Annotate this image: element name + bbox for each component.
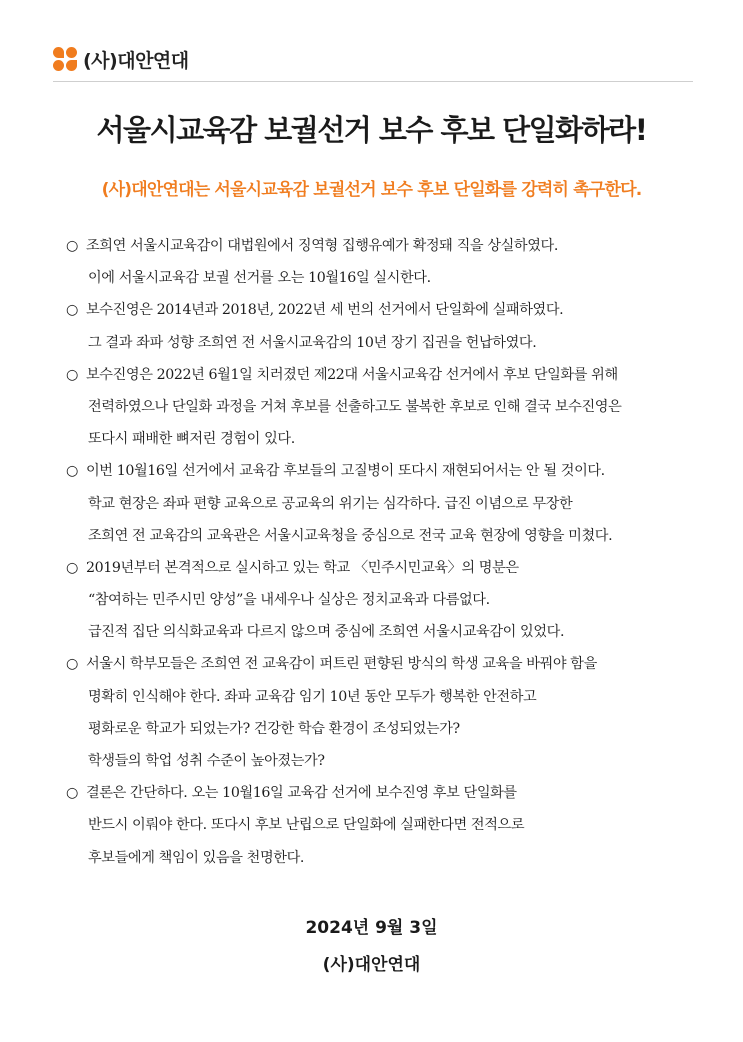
paragraph-line (66, 809, 706, 841)
paragraph-line (66, 262, 706, 294)
paragraph-line (66, 488, 706, 520)
line-text: 조희연 서울시교육감이 대법원에서 징역형 집행유예가 확정돼 직을 상실하였다. (86, 238, 558, 254)
line-text: 2019년부터 본격적으로 실시하고 있는 학교 〈민주시민교육〉의 명분은 (86, 559, 519, 576)
paragraph-line (66, 648, 706, 680)
paragraph-line (66, 327, 706, 359)
line-text: “참여하는 민주시민 양성”을 내세우나 실상은 정치교육과 다름없다. (88, 592, 490, 609)
statement-paragraph (66, 552, 706, 649)
paragraph-line (66, 745, 706, 777)
statement-date: 2024년 9월 3일 (305, 918, 438, 938)
statement-body (66, 230, 706, 874)
paragraph-line (66, 681, 706, 713)
statement-paragraph (66, 294, 706, 358)
paragraph-line (66, 842, 706, 874)
circle-bullet-icon: ○ (66, 463, 78, 480)
paragraph-line (66, 616, 706, 648)
line-text: 보수진영은 2022년 6월1일 치러졌던 제22대 서울시교육감 선거에서 후보 단일화를 위해 (86, 366, 618, 383)
circle-bullet-icon: ○ (66, 302, 78, 319)
line-text: 조희연 전 교육감의 교육관은 서울시교육청을 중심으로 전국 교육 현장에 영향을 미쳤다. (88, 527, 613, 544)
statement-paragraph (66, 455, 706, 552)
line-text: 또다시 패배한 뼈저린 경험이 있다. (88, 431, 295, 448)
header-divider (53, 81, 693, 82)
line-text: 명확히 인식해야 한다. 좌파 교육감 임기 10년 동안 모두가 행복한 안전하고 (88, 688, 537, 705)
line-text: 보수진영은 2014년과 2018년, 2022년 세 번의 선거에서 단일화에 실패하였다. (86, 302, 564, 319)
paragraph-line (66, 520, 706, 552)
line-text: 학교 현장은 좌파 편향 교육으로 공교육의 위기는 심각하다. 급진 이념으로 무장한 (88, 495, 573, 512)
circle-bullet-icon: ○ (66, 656, 78, 673)
statement-paragraph (66, 359, 706, 456)
circle-bullet-icon: ○ (66, 559, 78, 576)
line-text: 이에 서울시교육감 보궐 선거를 오는 10월16일 실시한다. (88, 270, 431, 287)
line-text: 반드시 이뤄야 한다. 또다시 후보 난립으로 단일화에 실패한다면 전적으로 (88, 817, 525, 834)
paragraph-line (66, 552, 706, 584)
line-text: 결론은 간단하다. 오는 10월16일 교육감 선거에 보수진영 후보 단일화를 (86, 785, 517, 802)
circle-bullet-icon: ○ (66, 785, 78, 802)
four-shape-logo-icon (53, 47, 77, 71)
circle-bullet-icon: ○ (66, 366, 78, 383)
line-text: 학생들의 학업 성취 수준이 높아졌는가? (88, 753, 325, 769)
statement-paragraph (66, 777, 706, 874)
paragraph-line (66, 777, 706, 809)
line-text: 서울시 학부모들은 조희연 전 교육감이 퍼트린 편향된 방식의 학생 교육을 바꿔야 함을 (86, 656, 597, 673)
statement-paragraph (66, 230, 706, 294)
line-text: 후보들에게 책임이 있음을 천명한다. (88, 849, 305, 866)
header-logo (53, 44, 189, 74)
paragraph-line (66, 391, 706, 423)
page-subtitle: (사)대안연대는 서울시교육감 보궐선거 보수 후보 단일화를 강력히 촉구한다. (101, 180, 642, 200)
statement-paragraph (66, 648, 706, 777)
page-title: 서울시교육감 보궐선거 보수 후보 단일화하라! (96, 113, 647, 147)
line-text: 전력하였으나 단일화 과정을 거쳐 후보를 선출하고도 불복한 후보로 인해 결국 보수진영은 (88, 398, 622, 415)
paragraph-line (66, 713, 706, 745)
line-text: 이번 10월16일 선거에서 교육감 후보들의 고질병이 또다시 재현되어서는 안 될 것이다. (86, 463, 605, 480)
statement-signature: (사)대안연대 (322, 955, 421, 975)
paragraph-line (66, 294, 706, 326)
paragraph-line (66, 584, 706, 616)
paragraph-line (66, 359, 706, 391)
line-text: 그 결과 좌파 성향 조희연 전 서울시교육감의 10년 장기 집권을 헌납하였다. (88, 334, 537, 351)
paragraph-line (66, 455, 706, 487)
paragraph-line (66, 230, 706, 262)
line-text: 급진적 집단 의식화교육과 다르지 않으며 중심에 조희연 서울시교육감이 있었다. (88, 624, 565, 641)
line-text: 평화로운 학교가 되었는가? 건강한 학습 환경이 조성되었는가? (88, 720, 460, 737)
brand-name: (사)대안연대 (83, 49, 189, 72)
paragraph-line (66, 423, 706, 455)
circle-bullet-icon: ○ (66, 238, 78, 254)
